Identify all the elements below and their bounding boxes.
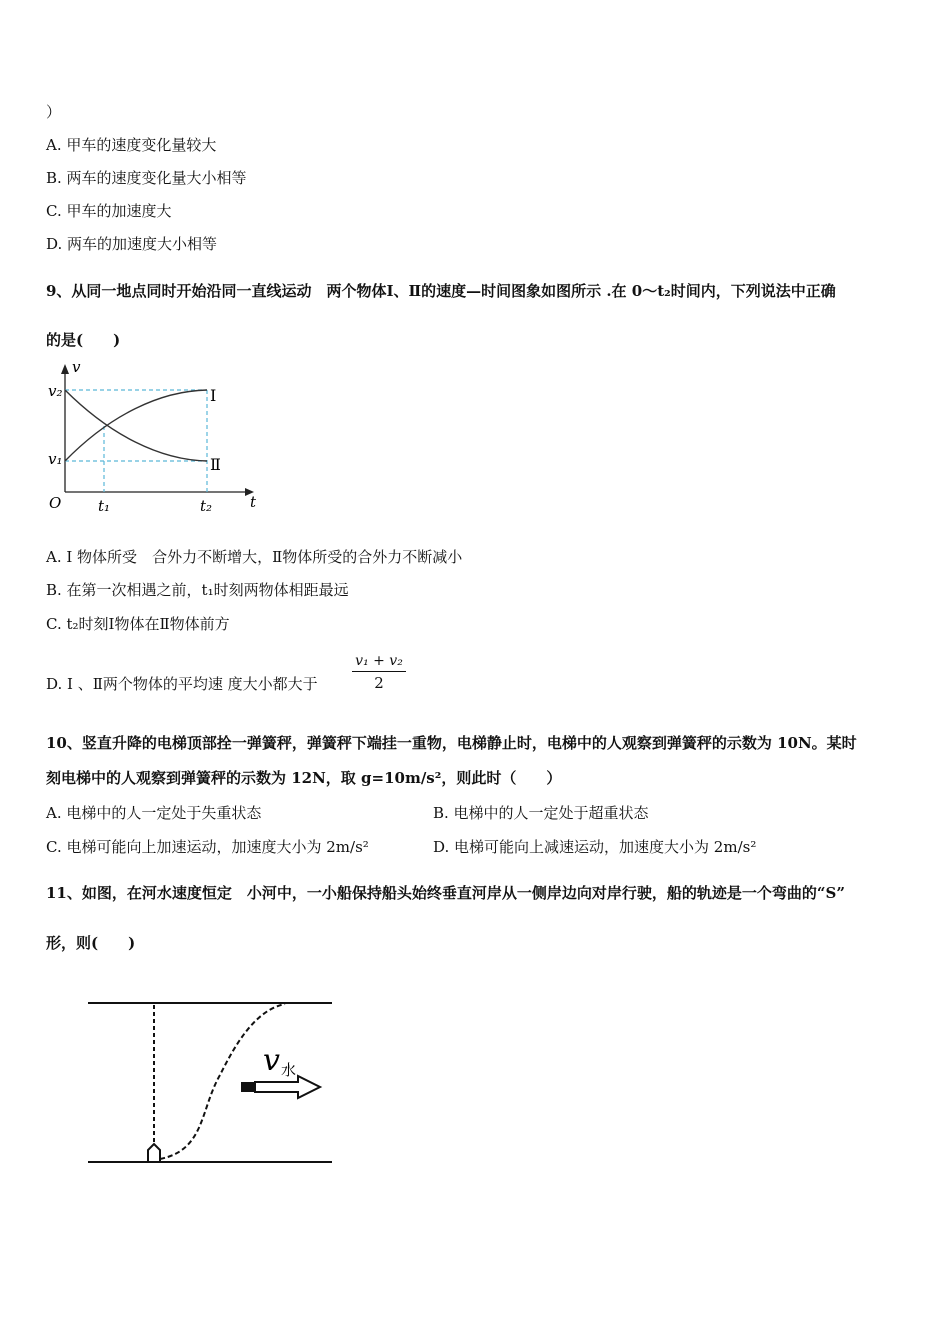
- label-v2: v₂: [48, 382, 63, 400]
- axis-label-t: t: [250, 493, 257, 511]
- fraction-numerator: v₁ + v₂: [355, 653, 403, 669]
- boat-icon: [148, 1144, 160, 1161]
- label-curve-2: Ⅱ: [210, 455, 221, 474]
- label-t2: t₂: [200, 497, 213, 515]
- fraction-bar: [352, 671, 406, 672]
- q11-river-figure: [80, 990, 350, 1180]
- water-flow-arrow-icon: [241, 1076, 320, 1098]
- curve-2: [65, 390, 207, 461]
- q10-stem-line2: 刻电梯中的人观察到弹簧秤的示数为 12N，取 g=10m/s²，则此时（ ）: [46, 769, 562, 787]
- q9-vt-graph: [40, 360, 280, 520]
- q10-option-a: A. 电梯中的人一定处于失重状态: [46, 804, 262, 822]
- curve-1: [65, 390, 207, 461]
- q9-option-a: A. Ⅰ 物体所受 合外力不断增大，Ⅱ物体所受的合外力不断减小: [46, 548, 463, 566]
- axis-label-v: v: [72, 360, 81, 376]
- q9-stem-line1: 9、从同一地点同时开始沿同一直线运动 两个物体Ⅰ、Ⅱ的速度—时间图象如图所示 .在 0～t₂时间内，下列说法中正确: [46, 282, 836, 300]
- label-v1: v₁: [48, 450, 63, 468]
- prev-question-tail: ）: [46, 103, 62, 121]
- prev-option-d: D. 两车的加速度大小相等: [46, 235, 218, 253]
- prev-option-b: B. 两车的速度变化量大小相等: [46, 169, 247, 187]
- water-velocity-symbol: v: [263, 1043, 280, 1078]
- q9-option-c: C. t₂时刻Ⅰ物体在Ⅱ物体前方: [46, 615, 230, 633]
- q11-stem-line2: 形，则( ): [46, 934, 136, 952]
- q10-option-c: C. 电梯可能向上加速运动，加速度大小为 2m/s²: [46, 838, 369, 856]
- q10-option-b: B. 电梯中的人一定处于超重状态: [433, 804, 649, 822]
- origin-label: O: [49, 494, 62, 512]
- label-curve-1: Ⅰ: [210, 386, 217, 405]
- label-t1: t₁: [98, 497, 111, 515]
- q9-option-b: B. 在第一次相遇之前，t₁时刻两物体相距最远: [46, 581, 349, 599]
- fraction-denominator: 2: [374, 674, 384, 692]
- q10-stem-line1: 10、竖直升降的电梯顶部拴一弹簧秤，弹簧秤下端挂一重物，电梯静止时，电梯中的人观察到弹簧秤的示数为 10N。某时: [46, 734, 857, 752]
- q10-option-d: D. 电梯可能向上减速运动，加速度大小为 2m/s²: [433, 838, 757, 856]
- q9-option-d: D. Ⅰ 、Ⅱ两个物体的平均速 度大小都大于: [46, 675, 318, 693]
- prev-option-a: A. 甲车的速度变化量较大: [46, 136, 217, 154]
- q9-option-d-fraction: [352, 652, 406, 692]
- q11-stem-line1: 11、如图，在河水速度恒定 小河中，一小船保持船头始终垂直河岸从一侧岸边向对岸行驶，船的轨迹是一个弯曲的“S”: [46, 884, 845, 902]
- water-velocity-subscript: 水: [281, 1061, 297, 1079]
- prev-option-c: C. 甲车的加速度大: [46, 202, 172, 220]
- q9-stem-line2: 的是( ): [46, 331, 121, 349]
